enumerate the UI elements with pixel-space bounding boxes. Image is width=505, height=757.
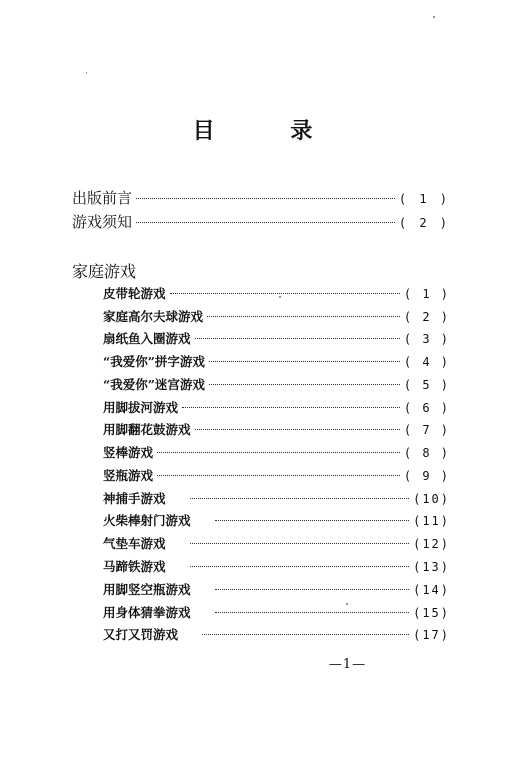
toc-entry-page: (13) xyxy=(413,560,450,574)
toc-entry-label: 神捕手游戏 xyxy=(103,491,166,506)
toc-entry[interactable] xyxy=(103,420,450,438)
toc-entry[interactable] xyxy=(103,329,450,347)
dot-leader xyxy=(215,520,410,521)
toc-entry[interactable] xyxy=(103,580,450,598)
dot-leader xyxy=(215,589,410,590)
toc-entry-label: “我爱你”迷宫游戏 xyxy=(103,377,205,392)
toc-entry-page: ( 9 ) xyxy=(403,469,450,483)
toc-entry[interactable] xyxy=(103,511,450,529)
toc-entry[interactable] xyxy=(103,307,450,325)
toc-entry[interactable] xyxy=(103,375,450,393)
toc-entry[interactable] xyxy=(103,603,450,621)
toc-entry-page: ( 6 ) xyxy=(403,401,450,415)
toc-entry-page: ( 1 ) xyxy=(403,287,450,301)
toc-entry-page: ( 3 ) xyxy=(403,332,450,346)
dot-leader xyxy=(157,475,400,476)
toc-entry-label: 用身体猜拳游戏 xyxy=(103,605,191,620)
toc-entry[interactable] xyxy=(103,352,450,370)
toc-entry-game-notes[interactable] xyxy=(72,211,450,232)
dot-leader xyxy=(190,566,410,567)
toc-entry-label: 扇纸鱼入圈游戏 xyxy=(103,331,191,346)
scan-speck xyxy=(346,603,348,605)
dot-leader xyxy=(195,338,400,339)
toc-entry-page: (17) xyxy=(413,628,450,642)
section-heading: 家庭游戏 xyxy=(72,262,137,281)
toc-entry-label: 家庭高尔夫球游戏 xyxy=(103,309,204,324)
scan-speck xyxy=(433,16,435,18)
toc-entry-label: 竖棒游戏 xyxy=(103,445,154,460)
toc-entry-label: 火柴棒射门游戏 xyxy=(103,513,191,528)
toc-entry-label: 皮带轮游戏 xyxy=(103,286,166,301)
toc-entry-page: ( 2 ) xyxy=(403,310,450,324)
toc-entry-label: “我爱你”拼字游戏 xyxy=(103,354,205,369)
toc-entry-page: (12) xyxy=(413,537,450,551)
toc-entry[interactable] xyxy=(103,466,450,484)
page-title: 目 录 xyxy=(192,119,347,144)
toc-entry-page: ( 5 ) xyxy=(403,378,450,392)
toc-entry[interactable] xyxy=(103,443,450,461)
dot-leader xyxy=(170,293,400,294)
toc-entry-label: 出版前言 xyxy=(72,189,133,207)
dot-leader xyxy=(136,222,395,223)
toc-entry-label: 游戏须知 xyxy=(72,213,133,231)
toc-entry-page: (15) xyxy=(413,606,450,620)
toc-entry[interactable] xyxy=(103,398,450,416)
dot-leader xyxy=(182,407,400,408)
toc-entry-label: 马蹄铁游戏 xyxy=(103,559,166,574)
dot-leader xyxy=(202,634,409,635)
dot-leader xyxy=(190,543,410,544)
toc-entry-page: ( 7 ) xyxy=(403,423,450,437)
toc-entry-page: ( 8 ) xyxy=(403,446,450,460)
toc-entry-label: 气垫车游戏 xyxy=(103,536,166,551)
toc-entry-label: 用脚竖空瓶游戏 xyxy=(103,582,191,597)
scan-speck xyxy=(86,72,87,74)
dot-leader xyxy=(136,198,395,199)
toc-entry-label: 竖瓶游戏 xyxy=(103,468,154,483)
dot-leader xyxy=(209,361,400,362)
toc-entry-label: 又打又罚游戏 xyxy=(103,627,179,642)
dot-leader xyxy=(215,612,410,613)
toc-entry-page: ( 1 ) xyxy=(398,192,450,206)
toc-entry[interactable] xyxy=(103,557,450,575)
dot-leader xyxy=(157,452,400,453)
toc-entry-preface[interactable] xyxy=(72,187,450,208)
toc-entry[interactable] xyxy=(103,489,450,507)
dot-leader xyxy=(209,384,400,385)
toc-entry-page: ( 4 ) xyxy=(403,355,450,369)
toc-entry-label: 用脚拔河游戏 xyxy=(103,400,179,415)
toc-entry-page: (10) xyxy=(413,492,450,506)
dot-leader xyxy=(195,429,400,430)
toc-entry-label: 用脚翻花鼓游戏 xyxy=(103,422,191,437)
page-number: —1— xyxy=(328,657,367,672)
dot-leader xyxy=(190,498,410,499)
toc-entry-page: (11) xyxy=(413,514,450,528)
toc-entry[interactable] xyxy=(103,534,450,552)
scan-speck xyxy=(279,296,281,298)
toc-entry-page: ( 2 ) xyxy=(398,216,450,230)
toc-entry[interactable] xyxy=(103,625,450,643)
toc-entry-page: (14) xyxy=(413,583,450,597)
dot-leader xyxy=(207,316,400,317)
toc-entry[interactable] xyxy=(103,284,450,302)
